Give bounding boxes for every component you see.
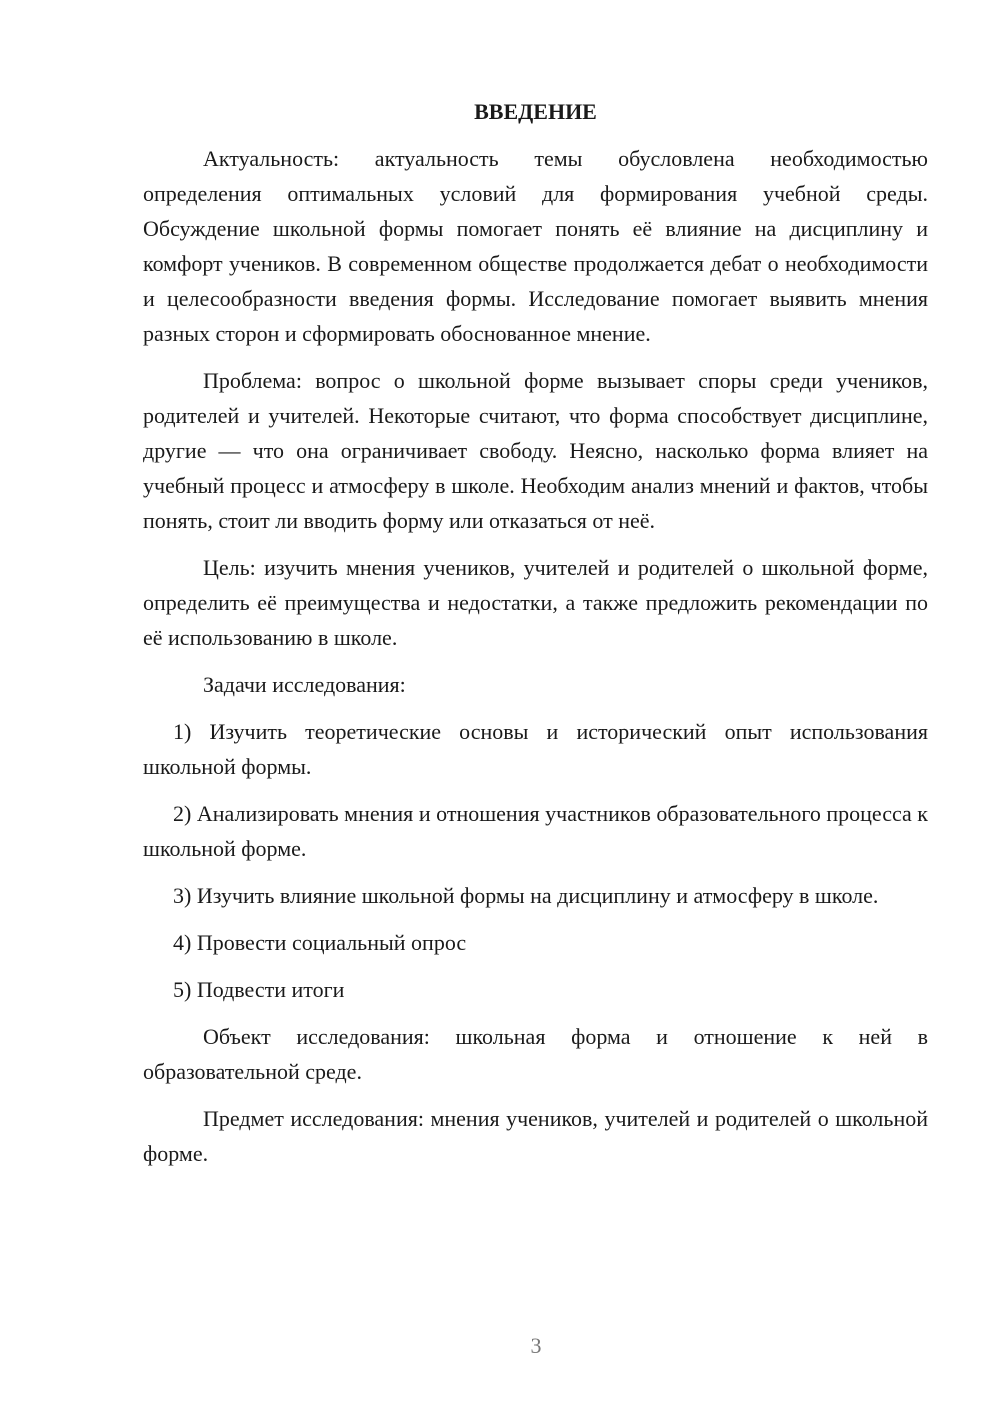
document-page xyxy=(143,94,928,1183)
object-paragraph: Объект исследования: школьная форма и отношение к ней в образовательной среде. xyxy=(143,1024,928,1084)
problem-paragraph: Проблема: вопрос о школьной форме вызывает споры среди учеников, родителей и учителей. Некоторые считают, что форма способствует дисциплине, другие — что она ограничивает свободу. Неясно, насколько форма влияет на учебный процесс и атмосферу в школе. Необходим анализ мнений и фактов, чтобы понять, стоит ли вводить форму или отказаться от неё. xyxy=(143,368,928,533)
relevance-paragraph: Актуальность: актуальность темы обусловлена необходимостью определения оптимальных условий для формирования учебной среды. Обсуждение школьной формы помогает понять её влияние на дисциплину и комфорт учеников. В современном обществе продолжается дебат о необходимости и целесообразности введения формы. Исследование помогает выявить мнения разных сторон и сформировать обоснованное мнение. xyxy=(143,146,928,346)
subject-paragraph: Предмет исследования: мнения учеников, учителей и родителей о школьной форме. xyxy=(143,1106,928,1166)
section-title: ВВЕДЕНИЕ xyxy=(474,99,597,124)
goal-paragraph: Цель: изучить мнения учеников, учителей и родителей о школьной форме, определить её преимущества и недостатки, а также предложить рекомендации по её использованию в школе. xyxy=(143,555,928,650)
task-item-1: 1) Изучить теоретические основы и исторический опыт использования школьной формы. xyxy=(143,719,928,779)
task-item-3: 3) Изучить влияние школьной формы на дисциплину и атмосферу в школе. xyxy=(173,883,879,908)
task-item-5: 5) Подвести итоги xyxy=(173,977,345,1002)
task-item-4: 4) Провести социальный опрос xyxy=(173,930,467,955)
tasks-heading: Задачи исследования: xyxy=(203,672,406,697)
page-number: 3 xyxy=(530,1333,542,1358)
task-item-2: 2) Анализировать мнения и отношения участников образовательного процесса к школьной форме. xyxy=(143,801,928,861)
